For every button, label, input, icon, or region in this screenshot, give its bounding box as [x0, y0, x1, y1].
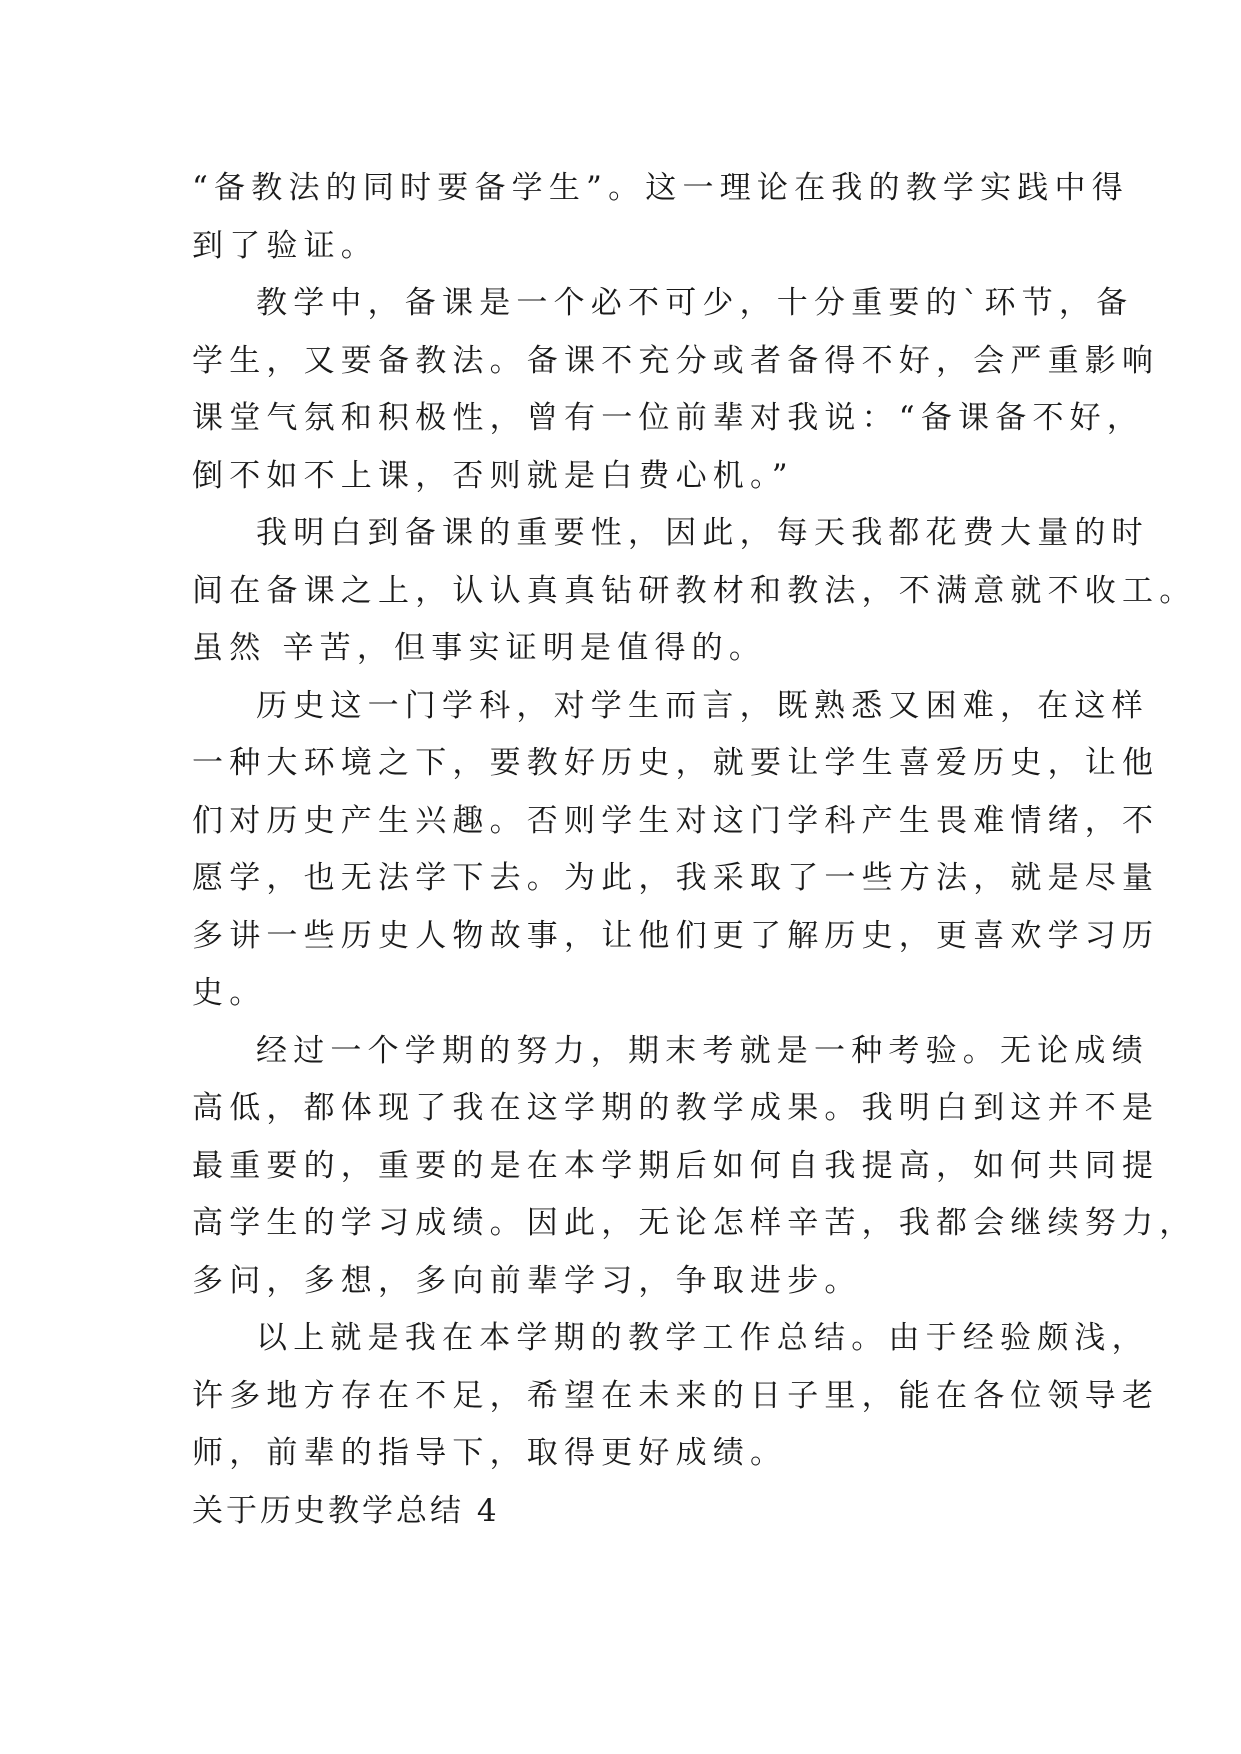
text-line: 高低，都体现了我在这学期的教学成果。我明白到这并不是	[192, 1090, 1160, 1126]
text-line: 高学生的学习成绩。因此，无论怎样辛苦，我都会继续努力，	[192, 1205, 1197, 1241]
text-line: 史。	[192, 975, 267, 1011]
text-line: 一种大环境之下，要教好历史，就要让学生喜爱历史，让他	[192, 745, 1160, 781]
text-line: 师，前辈的指导下，取得更好成绩。	[192, 1435, 788, 1471]
text-line: 虽然 辛苦，但事实证明是值得的。	[192, 630, 767, 666]
text-line: “备教法的同时要备学生”。这一理论在我的教学实践中得	[192, 170, 1129, 206]
text-line: 多问，多想，多向前辈学习，争取进步。	[192, 1262, 862, 1299]
text-line: 愿学，也无法学下去。为此，我采取了一些方法，就是尽量	[192, 860, 1160, 896]
text-line: 到了验证。	[192, 227, 378, 264]
text-line: 多讲一些历史人物故事，让他们更了解历史，更喜欢学习历	[192, 917, 1160, 954]
text-line: 历史这一门学科，对学生而言，既熟悉又困难，在这样	[256, 687, 1149, 724]
text-line: 经过一个学期的努力，期末考就是一种考验。无论成绩	[256, 1032, 1149, 1069]
section-heading: 关于历史教学总结 4	[192, 1492, 500, 1529]
text-line: 间在备课之上，认认真真钻研教材和教法，不满意就不收工。	[192, 572, 1197, 609]
text-line: 许多地方存在不足，希望在未来的日子里，能在各位领导老	[192, 1377, 1160, 1414]
text-line: 们对历史产生兴趣。否则学生对这门学科产生畏难情绪，不	[192, 802, 1160, 839]
text-line: 课堂气氛和积极性，曾有一位前辈对我说：“备课备不好，	[192, 400, 1145, 436]
document-page	[192, 160, 1197, 1540]
text-line: 以上就是我在本学期的教学工作总结。由于经验颇浅，	[256, 1320, 1149, 1356]
text-line: 最重要的，重要的是在本学期后如何自我提高，如何共同提	[192, 1147, 1160, 1184]
text-line: 倒不如不上课，否则就是白费心机。”	[192, 457, 794, 494]
text-line: 学生，又要备教法。备课不充分或者备得不好，会严重影响	[192, 342, 1160, 379]
text-line: 教学中，备课是一个必不可少，十分重要的`环节，备	[256, 285, 1134, 321]
text-line: 我明白到备课的重要性，因此，每天我都花费大量的时	[256, 515, 1149, 551]
